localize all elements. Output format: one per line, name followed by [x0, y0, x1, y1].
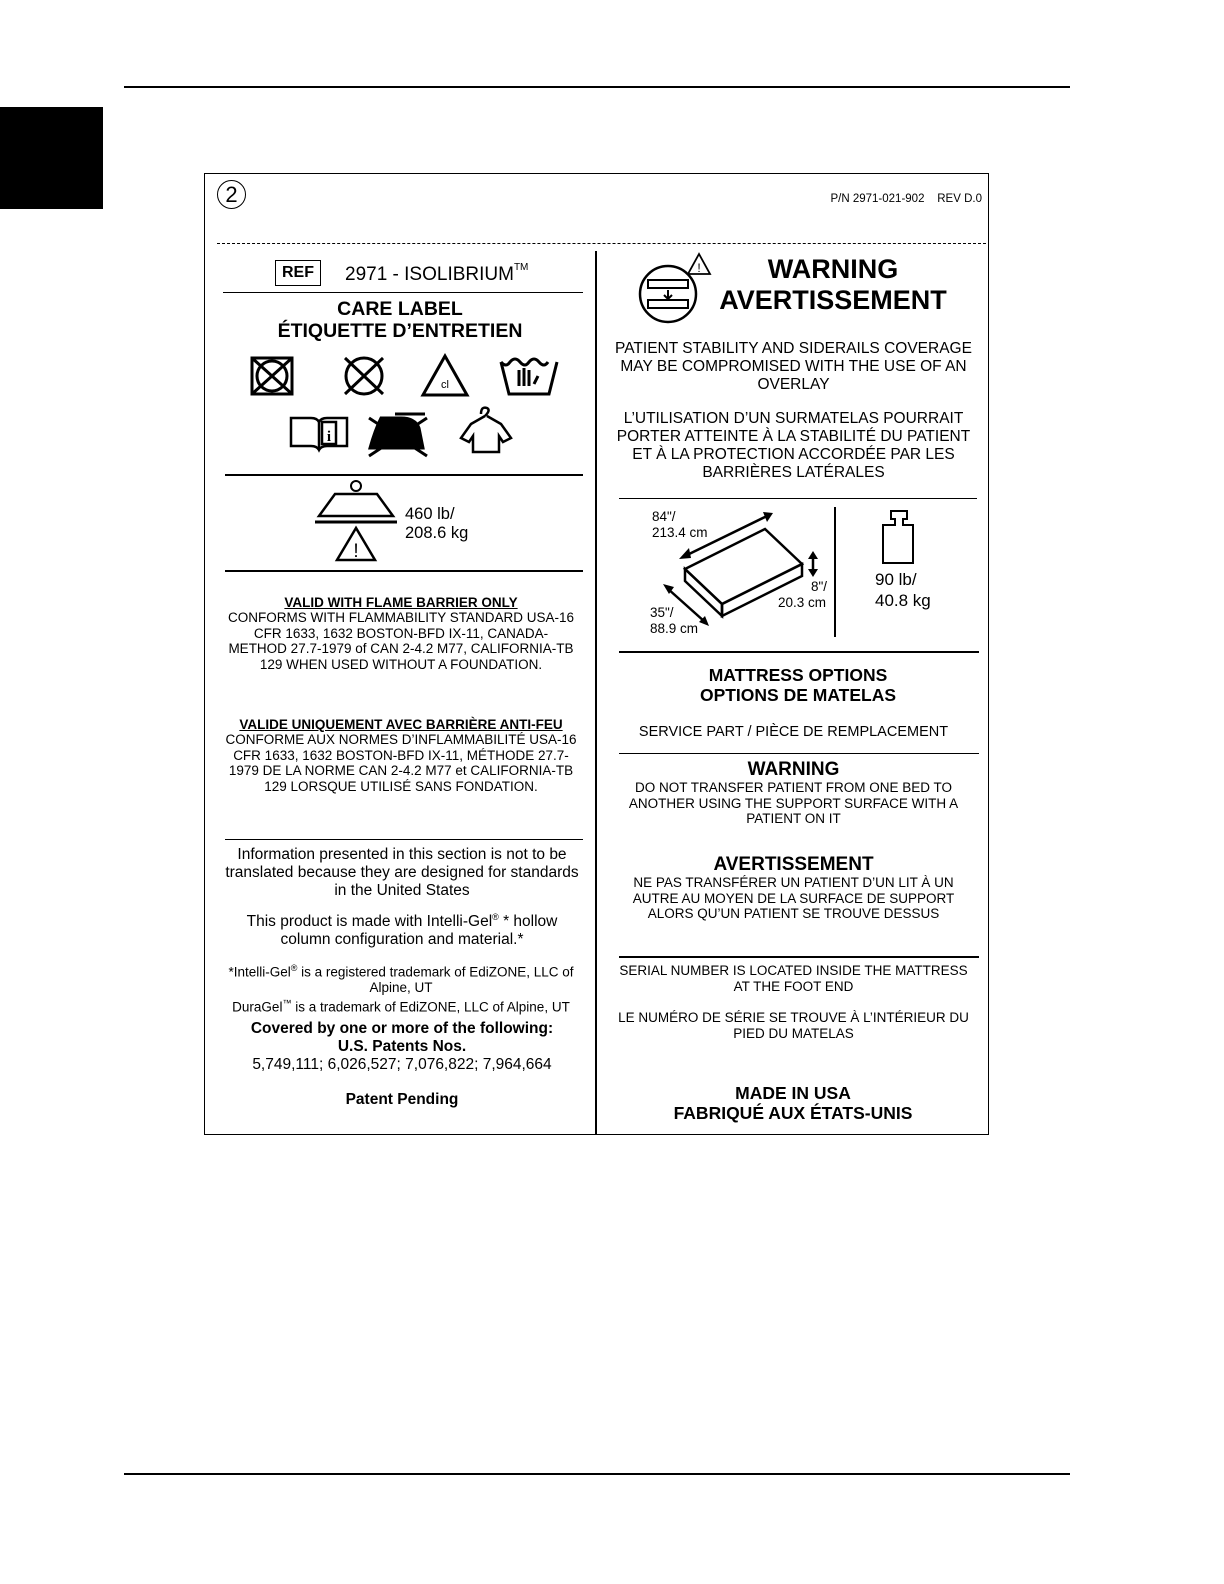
ref-box: REF: [275, 260, 321, 286]
transfer-warning-text: DO NOT TRANSFER PATIENT FROM ONE BED TO ANOTHER USING THE SUPPORT SURFACE WITH A PATIENT ON IT: [628, 780, 959, 826]
covered-by: Covered by one or more of the following:: [250, 1020, 554, 1037]
revision: REV D.0: [937, 193, 982, 205]
flame-fr-text: CONFORME AUX NORMES D’INFLAMMABILITÉ USA-16 CFR 1633, 1632 BOSTON-BFD IX-11, MÉTHODE 27.7- 1979 DE LA NORME CAN 2-4.2 M77 et CALIFORNIA-TB 129 LORSQUE UTILISÉ SANS FONDATION.: [225, 732, 577, 794]
service-part: SERVICE PART / PIÈCE DE REMPLACEMENT: [638, 724, 949, 740]
weight-lb: 90 lb/: [875, 570, 917, 589]
transfer-warning-title: WARNING: [747, 759, 840, 780]
label-number: 2: [225, 182, 238, 207]
max-load-icon: [311, 478, 401, 566]
length-in: 84"/: [652, 509, 676, 524]
height-cm: 20.3 cm: [778, 595, 827, 610]
fabrique-aux-etats-unis: FABRIQUÉ AUX ÉTATS-UNIS: [673, 1103, 913, 1123]
info-symbol: i: [326, 429, 332, 445]
serial-location-en: SERIAL NUMBER IS LOCATED INSIDE THE MATTRESS AT THE FOOT END: [619, 963, 968, 994]
dims-divider: [834, 507, 836, 637]
transfer-avert-title: AVERTISSEMENT: [713, 854, 874, 875]
made-in-usa: MADE IN USA: [735, 1083, 851, 1103]
width-in: 35"/: [650, 605, 674, 620]
mattress-options-en: MATTRESS OPTIONS: [708, 665, 888, 685]
product-name: 2971 - ISOLIBRIUM™: [345, 262, 529, 285]
bleach-symbol: cl: [441, 379, 449, 391]
left-rule-4: [225, 839, 583, 840]
bottom-rule: [124, 1473, 1070, 1475]
part-number: P/N 2971-021-902 REV D.0: [830, 193, 982, 205]
height-in: 8"/: [811, 579, 828, 594]
weight-icon: [879, 509, 919, 565]
load-warning-symbol: !: [353, 541, 359, 562]
mattress-options-fr: OPTIONS DE MATELAS: [699, 685, 897, 705]
left-rule-1: [223, 292, 583, 293]
flame-en-text: CONFORMS WITH FLAMMABILITY STANDARD USA-16 CFR 1633, 1632 BOSTON-BFD IX-11, CANADA- METHOD 27.7-1979 of CAN 2-4.2 M77, CALIFORNIA-TB 129 WHEN USED WITHOUT A FOUNDATION.: [227, 610, 575, 672]
flame-fr-title: VALIDE UNIQUEMENT AVEC BARRIÈRE ANTI-FEU: [239, 717, 563, 732]
do-not-dry-clean-icon: [345, 358, 383, 394]
product-material-note: This product is made with Intelli-Gel® * hollow column configuration and material.*: [246, 912, 558, 949]
stability-warning-fr: L’UTILISATION D’UN SURMATELAS POURRAIT PORTER ATTEINTE À LA STABILITÉ DU PATIENT ET À LA PROTECTION ACCORDÉE PAR LES BARRIÈRES LATÉRALES: [616, 410, 971, 481]
length-cm: 213.4 cm: [652, 525, 708, 540]
left-rule-2: [225, 474, 583, 476]
do-not-tumble-dry-icon: [252, 358, 292, 394]
top-rule: [124, 86, 1070, 88]
read-instructions-icon: [291, 418, 347, 450]
transfer-avert-text: NE PAS TRANSFÉRER UN PATIENT D’UN LIT À UN AUTRE AU MOYEN DE LA SURFACE DE SUPPORT ALORS QU’UN PATIENT SE TROUVE DESSUS: [632, 875, 955, 921]
care-label-panel: [204, 173, 989, 1135]
patent-pending: Patent Pending: [345, 1091, 459, 1108]
side-tab: [0, 107, 103, 209]
hang-dry-icon: [461, 408, 511, 452]
warning-title-fr: AVERTISSEMENT: [719, 285, 947, 315]
warning-title-en: WARNING: [767, 254, 899, 284]
right-rule-3: [619, 753, 979, 754]
patents-list: 5,749,111; 6,026,527; 7,076,822; 7,964,664: [252, 1056, 552, 1073]
do-not-iron-icon: [369, 414, 427, 456]
weight-kg: 40.8 kg: [875, 591, 931, 610]
trademark-note: *Intelli-Gel® is a registered trademark of EdiZONE, LLC of Alpine, UT DuraGel™ is a trademark of EdiZONE, LLC of Alpine, UT: [228, 963, 574, 1014]
care-title-en: CARE LABEL: [337, 298, 463, 320]
right-rule-2: [619, 651, 979, 653]
translation-note: Information presented in this section is not to be translated because they are designed for standards in the United States: [225, 846, 579, 899]
left-rule-3: [225, 570, 583, 572]
load-kg: 208.6 kg: [405, 524, 469, 542]
right-rule-1: [619, 498, 977, 499]
flame-en-title: VALID WITH FLAME BARRIER ONLY: [284, 595, 518, 610]
care-icons: [205, 350, 595, 460]
width-cm: 88.9 cm: [650, 621, 699, 636]
hand-wash-icon: [501, 359, 557, 394]
label-number-circle: [217, 180, 246, 209]
care-title-fr: ÉTIQUETTE D’ENTRETIEN: [277, 320, 523, 342]
stability-warning-en: PATIENT STABILITY AND SIDERAILS COVERAGE MAY BE COMPROMISED WITH THE USE OF AN OVERLAY: [615, 340, 972, 393]
patents-title: U.S. Patents Nos.: [337, 1038, 467, 1055]
trademark-mark: TM: [513, 262, 529, 273]
load-lb: 460 lb/: [405, 505, 455, 523]
warning-symbol: !: [697, 261, 701, 275]
dashed-divider: [217, 243, 986, 244]
right-rule-4: [619, 956, 979, 958]
serial-location-fr: LE NUMÉRO DE SÉRIE SE TROUVE À L’INTÉRIEUR DU PIED DU MATELAS: [618, 1010, 969, 1041]
